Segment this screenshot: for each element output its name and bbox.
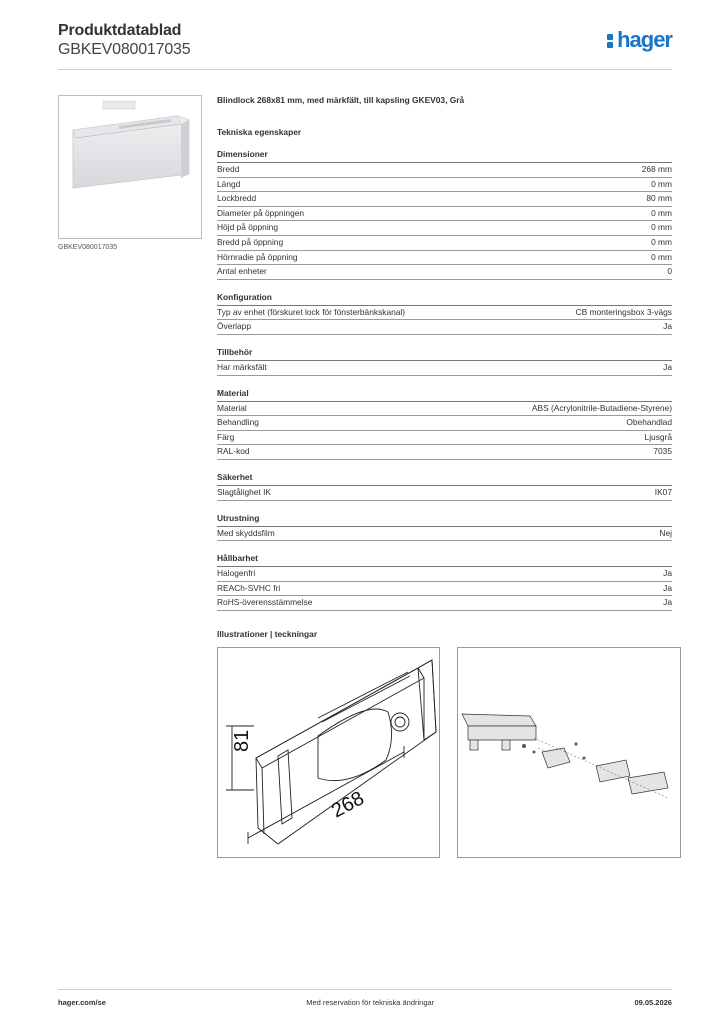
row-value: 0 bbox=[667, 266, 672, 277]
row-value: 268 mm bbox=[641, 164, 672, 174]
logo-mark-icon bbox=[607, 30, 614, 50]
row-label: Hörnradie på öppning bbox=[217, 251, 298, 262]
group-title: Material bbox=[217, 388, 672, 402]
dimension-height-label: 81 bbox=[231, 729, 253, 752]
group-title: Dimensioner bbox=[217, 149, 672, 163]
table-row bbox=[217, 163, 672, 178]
table-row bbox=[217, 402, 672, 417]
row-value: Ja bbox=[663, 582, 672, 593]
group-hallbarhet bbox=[217, 553, 672, 611]
row-label: Längd bbox=[217, 178, 241, 189]
row-value: 0 mm bbox=[651, 251, 672, 262]
assembly-drawing bbox=[457, 647, 681, 858]
group-title: Hållbarhet bbox=[217, 553, 672, 567]
table-row bbox=[217, 431, 672, 446]
group-utrustning bbox=[217, 513, 672, 542]
row-label: Material bbox=[217, 402, 247, 413]
row-label: Överlapp bbox=[217, 321, 251, 332]
group-title: Utrustning bbox=[217, 513, 672, 527]
page-footer bbox=[58, 989, 672, 1007]
row-value: 80 mm bbox=[646, 193, 672, 204]
row-value: 0 mm bbox=[651, 178, 672, 189]
row-value: 7035 bbox=[653, 446, 672, 457]
table-row bbox=[217, 221, 672, 236]
row-value: Nej bbox=[659, 527, 672, 538]
dimension-width-label: 268 bbox=[328, 787, 368, 823]
table-row bbox=[217, 178, 672, 193]
row-value: Ljusgrå bbox=[644, 431, 672, 442]
row-value: 0 mm bbox=[651, 207, 672, 218]
row-label: Lockbredd bbox=[217, 193, 257, 204]
row-label: RoHS-överensstämmelse bbox=[217, 597, 313, 608]
row-label: Antal enheter bbox=[217, 266, 267, 277]
hager-logo bbox=[607, 28, 672, 52]
row-label: Typ av enhet (förskuret lock för fönsterbänkskanal) bbox=[217, 306, 406, 317]
technical-content bbox=[217, 95, 672, 611]
row-value: IK07 bbox=[654, 486, 672, 497]
row-value: CB monteringsbox 3-vägs bbox=[575, 306, 672, 317]
group-dimensioner bbox=[217, 149, 672, 280]
table-row bbox=[217, 416, 672, 431]
logo-text: hager bbox=[617, 27, 672, 52]
group-material bbox=[217, 388, 672, 460]
assembly-drawing-icon bbox=[458, 648, 680, 857]
row-label: Diameter på öppningen bbox=[217, 207, 305, 218]
row-label: Färg bbox=[217, 431, 235, 442]
row-label: Har märksfält bbox=[217, 361, 267, 372]
dimension-drawing-icon bbox=[218, 648, 439, 857]
row-label: Behandling bbox=[217, 417, 259, 428]
tech-heading: Tekniska egenskaper bbox=[217, 127, 302, 137]
table-row bbox=[217, 207, 672, 222]
illustrations-heading: Illustrationer | teckningar bbox=[217, 629, 318, 639]
table-row bbox=[217, 192, 672, 207]
row-label: Höjd på öppning bbox=[217, 222, 279, 233]
row-value: Ja bbox=[663, 568, 672, 579]
row-label: REACh-SVHC fri bbox=[217, 582, 281, 593]
row-value: 0 mm bbox=[651, 222, 672, 233]
group-title: Säkerhet bbox=[217, 472, 672, 486]
row-label: RAL-kod bbox=[217, 446, 250, 457]
group-tillbehor bbox=[217, 347, 672, 376]
product-image-caption: GBKEV080017035 bbox=[58, 244, 118, 251]
group-konfiguration bbox=[217, 292, 672, 335]
page-header bbox=[58, 22, 672, 70]
footer-date: 09.05.2026 bbox=[634, 998, 672, 1007]
product-title: Blindlock 268x81 mm, med märkfält, till kapsling GKEV03, Grå bbox=[217, 95, 465, 105]
row-label: Bredd på öppning bbox=[217, 236, 284, 247]
group-sakerhet bbox=[217, 472, 672, 501]
document-title: Produktdatablad bbox=[58, 22, 182, 39]
product-code: GBKEV080017035 bbox=[58, 41, 191, 58]
row-value: ABS (Acrylonitrile-Butadiene-Styrene) bbox=[531, 402, 672, 413]
footer-site-link[interactable]: hager.com/se bbox=[58, 998, 106, 1007]
table-row bbox=[217, 361, 672, 376]
table-row bbox=[217, 596, 672, 611]
row-value: Ja bbox=[663, 597, 672, 608]
product-image bbox=[58, 95, 202, 239]
row-value: Ja bbox=[663, 361, 672, 372]
row-value: Ja bbox=[663, 321, 672, 332]
row-label: Halogenfri bbox=[217, 568, 256, 579]
row-label: Bredd bbox=[217, 164, 240, 174]
table-row bbox=[217, 236, 672, 251]
blind-cover-photo-icon bbox=[59, 96, 201, 238]
table-row bbox=[217, 567, 672, 582]
row-value: 0 mm bbox=[651, 236, 672, 247]
dimension-drawing bbox=[217, 647, 440, 858]
group-title: Tillbehör bbox=[217, 347, 672, 361]
footer-note: Med reservation för tekniska ändringar bbox=[306, 998, 435, 1007]
table-row bbox=[217, 486, 672, 501]
row-label: Slagtålighet IK bbox=[217, 486, 272, 497]
table-row bbox=[217, 582, 672, 597]
table-row bbox=[217, 251, 672, 266]
table-row bbox=[217, 527, 672, 542]
table-row bbox=[217, 306, 672, 321]
row-label: Med skyddsfilm bbox=[217, 527, 275, 538]
table-row bbox=[217, 265, 672, 280]
table-row bbox=[217, 320, 672, 335]
row-value: Obehandlad bbox=[626, 417, 672, 428]
table-row bbox=[217, 445, 672, 460]
group-title: Konfiguration bbox=[217, 292, 672, 306]
